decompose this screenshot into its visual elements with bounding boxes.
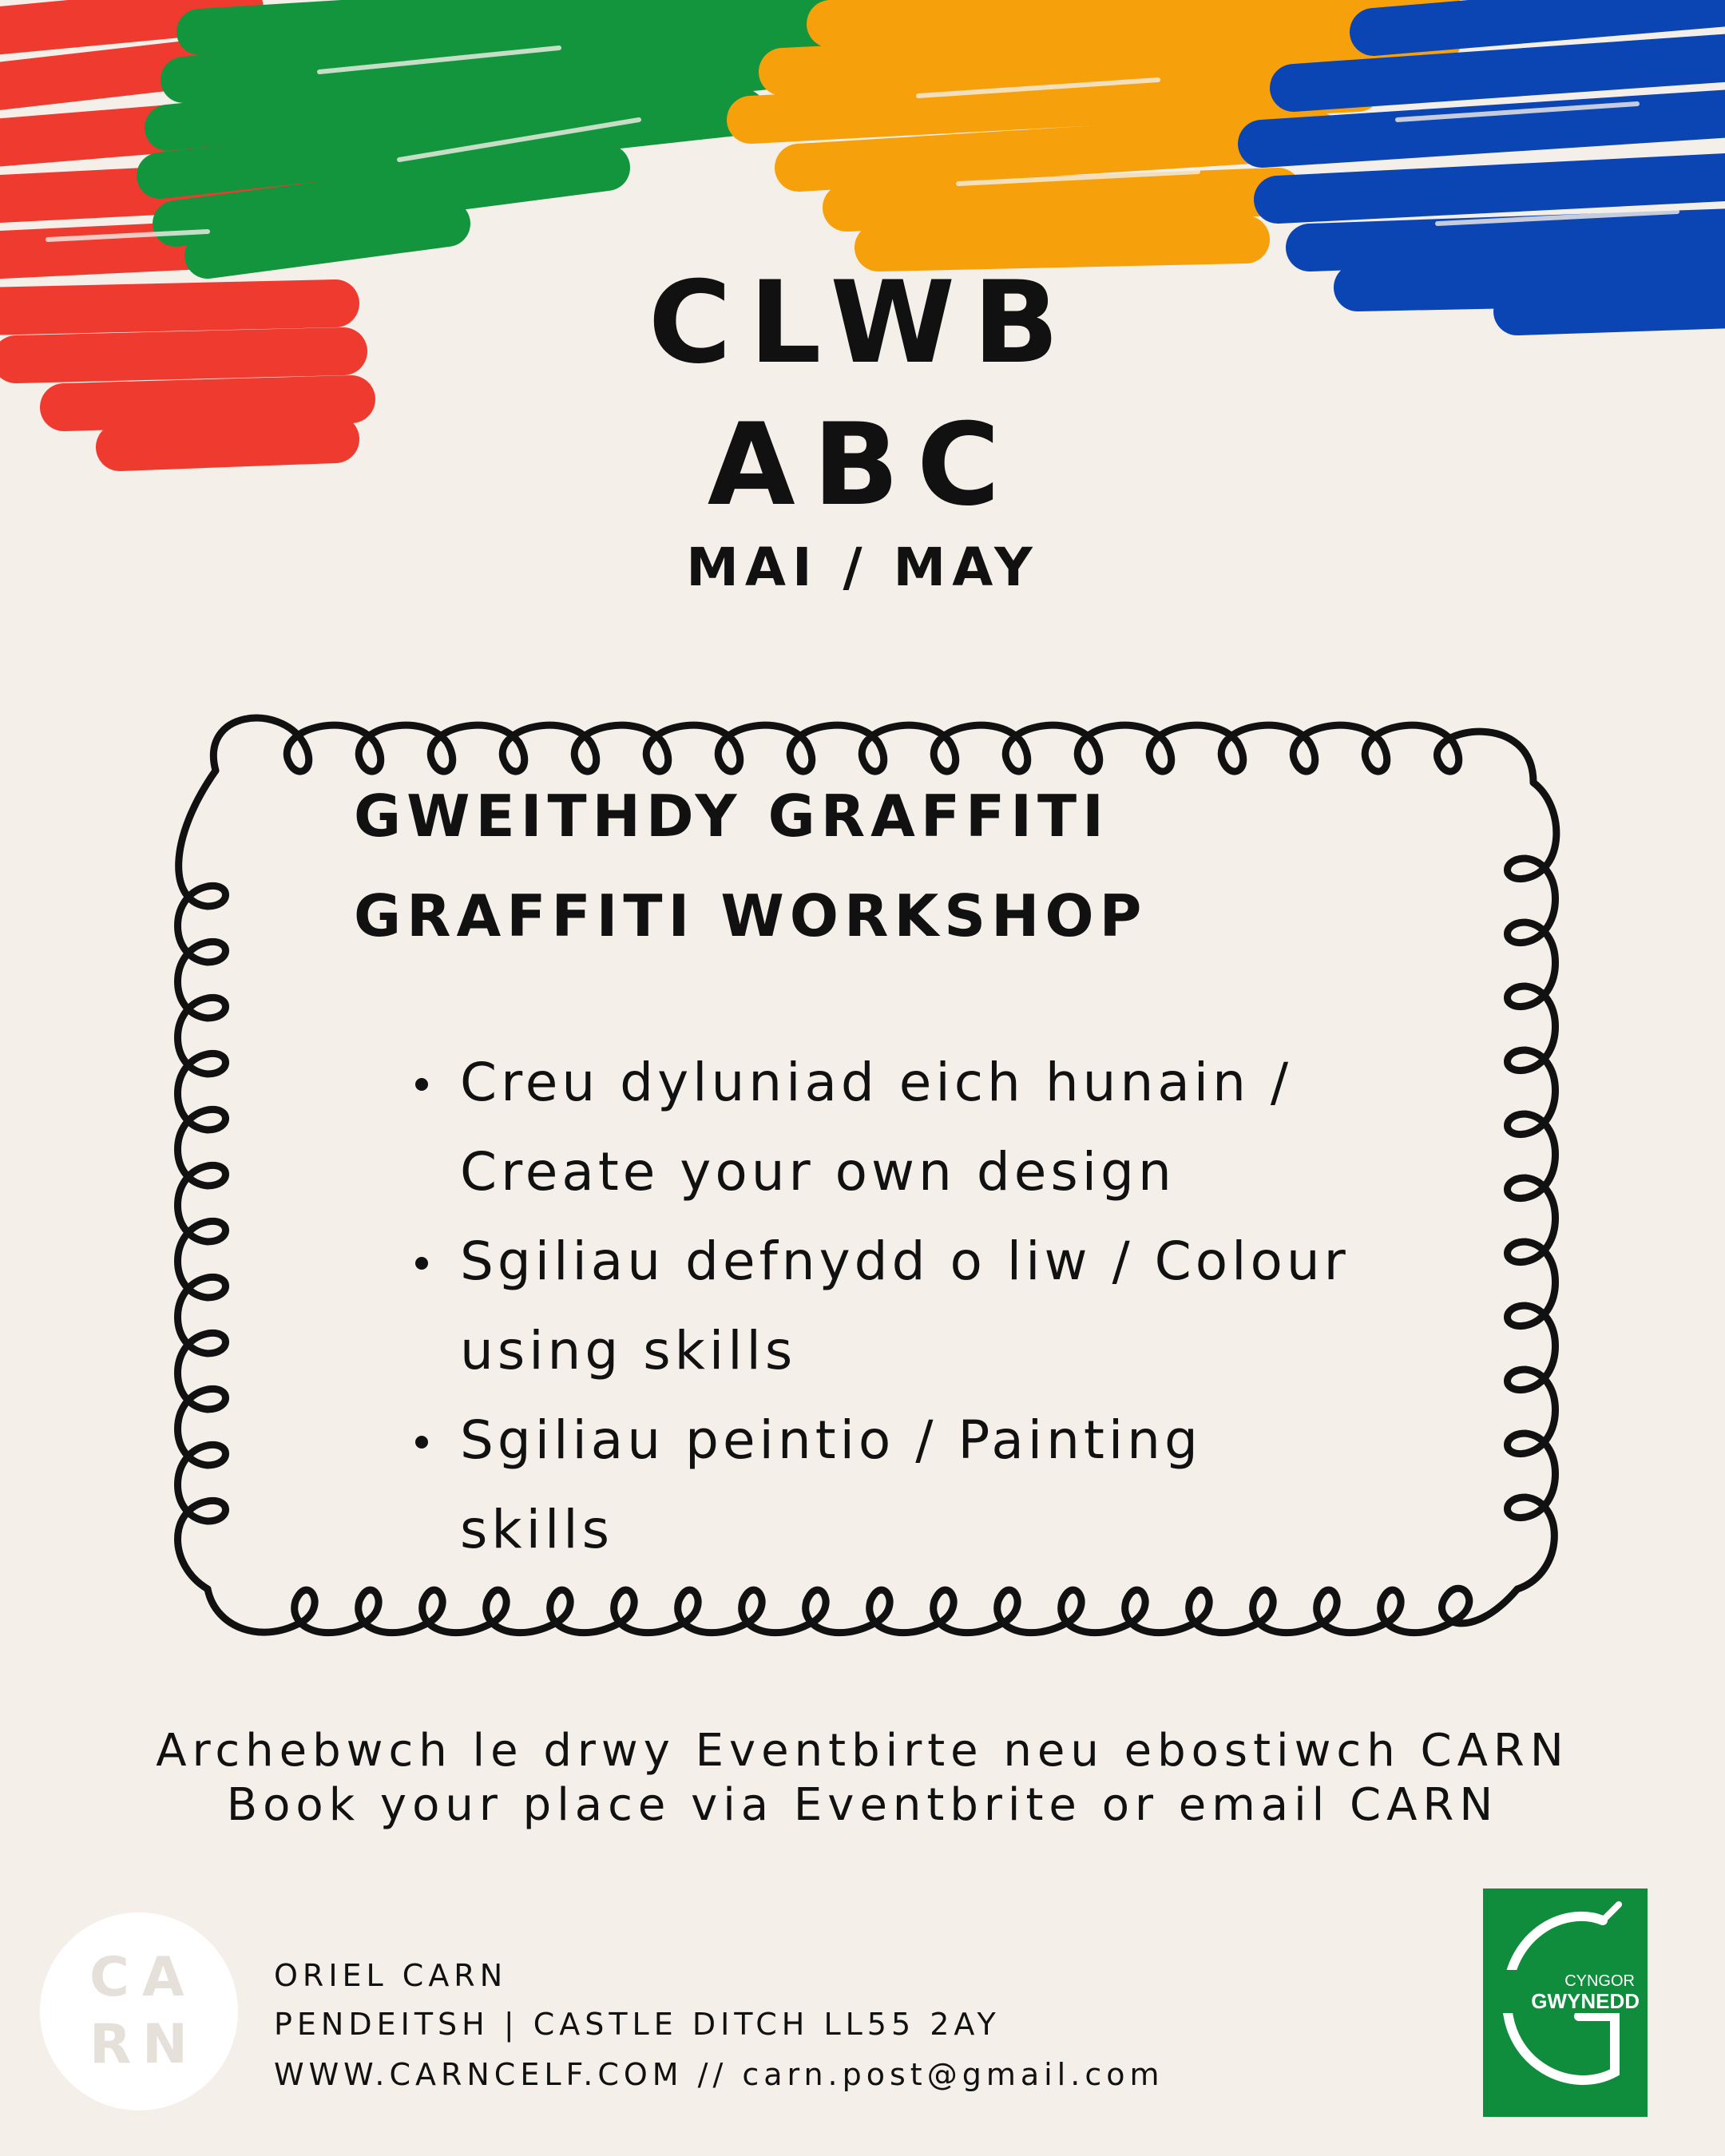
workshop-title-english: GRAFFITI WORKSHOP	[354, 882, 1148, 949]
bullet-dot-icon	[415, 1436, 428, 1449]
bullet-dot-icon	[415, 1078, 428, 1091]
bullet-line: Creu dyluniad eich hunain /	[460, 1052, 1293, 1113]
club-title-line2: ABC	[707, 399, 1018, 531]
month-label: MAI / MAY	[686, 537, 1039, 598]
venue-name: ORIEL CARN	[274, 1958, 508, 1993]
bullet-line: Sgiliau defnydd o liw / Colour	[460, 1231, 1350, 1292]
list-item	[415, 1038, 1438, 1217]
carn-logo-letter: R	[89, 2013, 137, 2076]
carn-logo-letter: C	[89, 1946, 134, 2009]
bullet-line: Sgiliau peintio / Painting	[460, 1409, 1202, 1471]
list-item	[415, 1396, 1438, 1575]
list-item	[415, 1217, 1438, 1396]
venue-contact-link[interactable]: WWW.CARNCELF.COM // carn.post@gmail.com	[274, 2057, 1164, 2092]
bullet-line: skills	[460, 1499, 614, 1560]
council-small-label: CYNGOR	[1564, 1972, 1635, 1990]
bullet-dot-icon	[415, 1257, 428, 1270]
club-title-line1: CLWB	[648, 257, 1077, 389]
council-big-label: GWYNEDD	[1531, 1989, 1640, 2013]
workshop-bullet-list	[415, 1038, 1438, 1575]
gwynedd-g-icon	[1483, 1888, 1648, 2117]
carn-logo	[40, 1912, 238, 2110]
cyngor-gwynedd-logo	[1483, 1888, 1648, 2117]
carn-logo-letter: N	[142, 2013, 192, 2076]
bullet-line: using skills	[460, 1320, 797, 1381]
carn-logo-letter: A	[142, 1946, 189, 2009]
venue-address: PENDEITSH | CASTLE DITCH LL55 2AY	[274, 2007, 1001, 2042]
workshop-title-welsh: GWEITHDY GRAFFITI	[354, 783, 1109, 850]
booking-text-welsh: Archebwch le drwy Eventbirte neu ebostiwch CARN	[156, 1725, 1569, 1777]
bullet-line: Create your own design	[460, 1141, 1176, 1203]
booking-text-english: Book your place via Eventbrite or email CARN	[226, 1779, 1499, 1831]
